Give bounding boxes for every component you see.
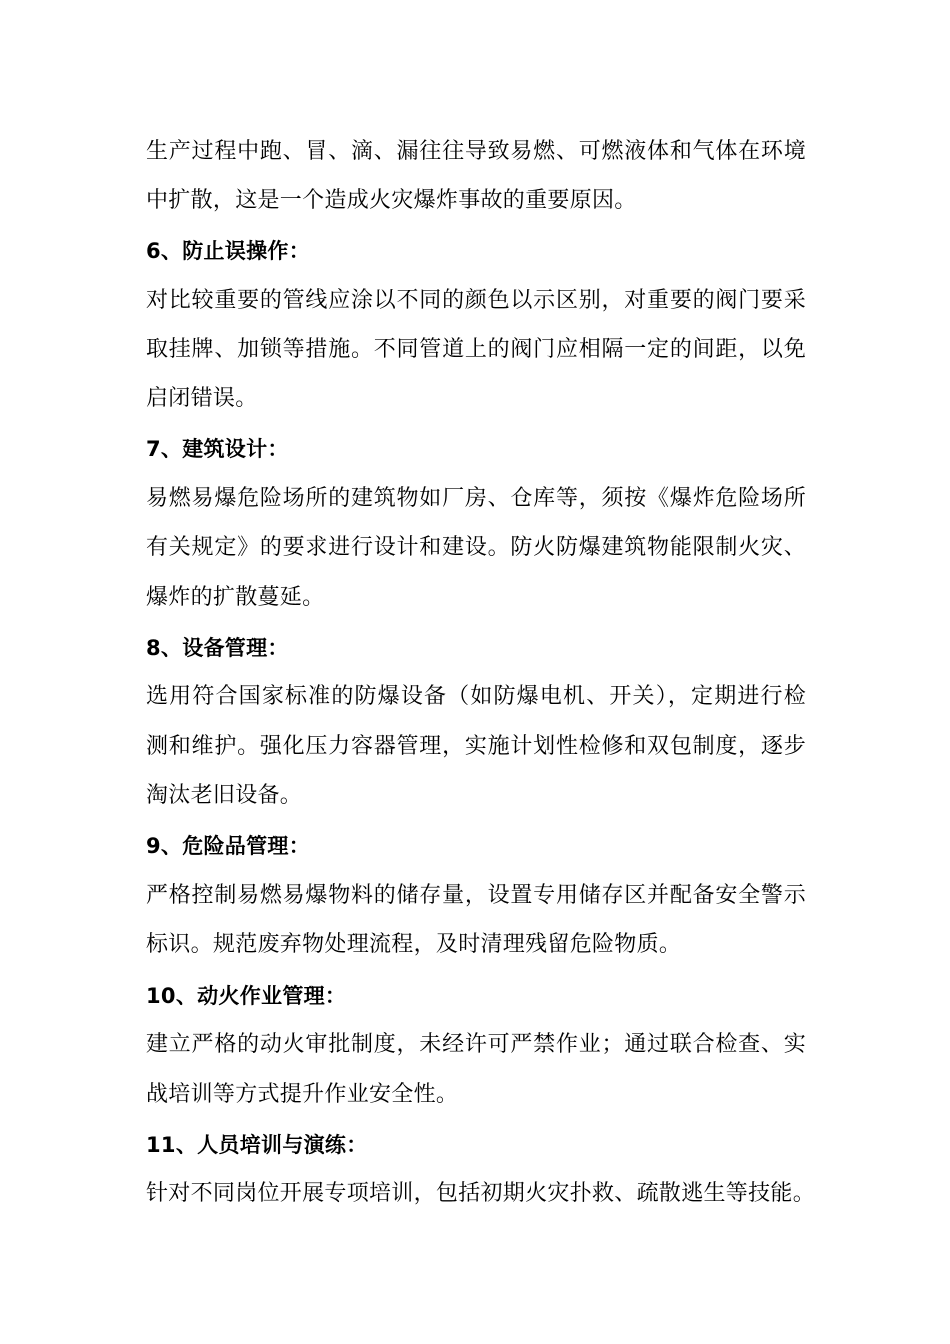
paragraph-line: 测和维护。强化压力容器管理，实施计划性检修和双包制度，逐步 <box>146 734 806 759</box>
section-heading: 11、人员培训与演练： <box>146 1133 368 1157</box>
paragraph-line: 爆炸的扩散蔓延。 <box>146 585 325 610</box>
paragraph-line: 战培训等方式提升作业安全性。 <box>146 1082 459 1107</box>
paragraph-line: 淘汰老旧设备。 <box>146 783 303 808</box>
paragraph-line: 选用符合国家标准的防爆设备（如防爆电机、开关），定期进行检 <box>146 684 806 709</box>
paragraph-line: 针对不同岗位开展专项培训，包括初期火灾扑救、疏散逃生等技能。 <box>146 1181 816 1206</box>
section-heading: 9、危险品管理： <box>146 834 311 858</box>
paragraph-line: 易燃易爆危险场所的建筑物如厂房、仓库等，须按《爆炸危险场所 <box>146 486 806 511</box>
section-heading: 8、设备管理： <box>146 636 289 660</box>
paragraph-line: 生产过程中跑、冒、滴、漏往往导致易燃、可燃液体和气体在环境 <box>146 139 806 164</box>
paragraph-line: 严格控制易燃易爆物料的储存量，设置专用储存区并配备安全警示 <box>146 883 806 908</box>
paragraph-line: 中扩散，这是一个造成火灾爆炸事故的重要原因。 <box>146 188 637 213</box>
section-heading: 10、动火作业管理： <box>146 984 347 1008</box>
paragraph-line: 建立严格的动火审批制度，未经许可严禁作业；通过联合检查、实 <box>146 1032 806 1057</box>
section-heading: 6、防止误操作： <box>146 239 311 263</box>
paragraph-line: 标识。规范废弃物处理流程，及时清理残留危险物质。 <box>146 932 682 957</box>
paragraph-line: 对比较重要的管线应涂以不同的颜色以示区别，对重要的阀门要采 <box>146 288 806 313</box>
section-heading: 7、建筑设计： <box>146 437 289 461</box>
paragraph-line: 有关规定》的要求进行设计和建设。防火防爆建筑物能限制火灾、 <box>146 535 806 560</box>
paragraph-line: 取挂牌、加锁等措施。不同管道上的阀门应相隔一定的间距，以免 <box>146 337 806 362</box>
paragraph-line: 启闭错误。 <box>146 386 258 411</box>
